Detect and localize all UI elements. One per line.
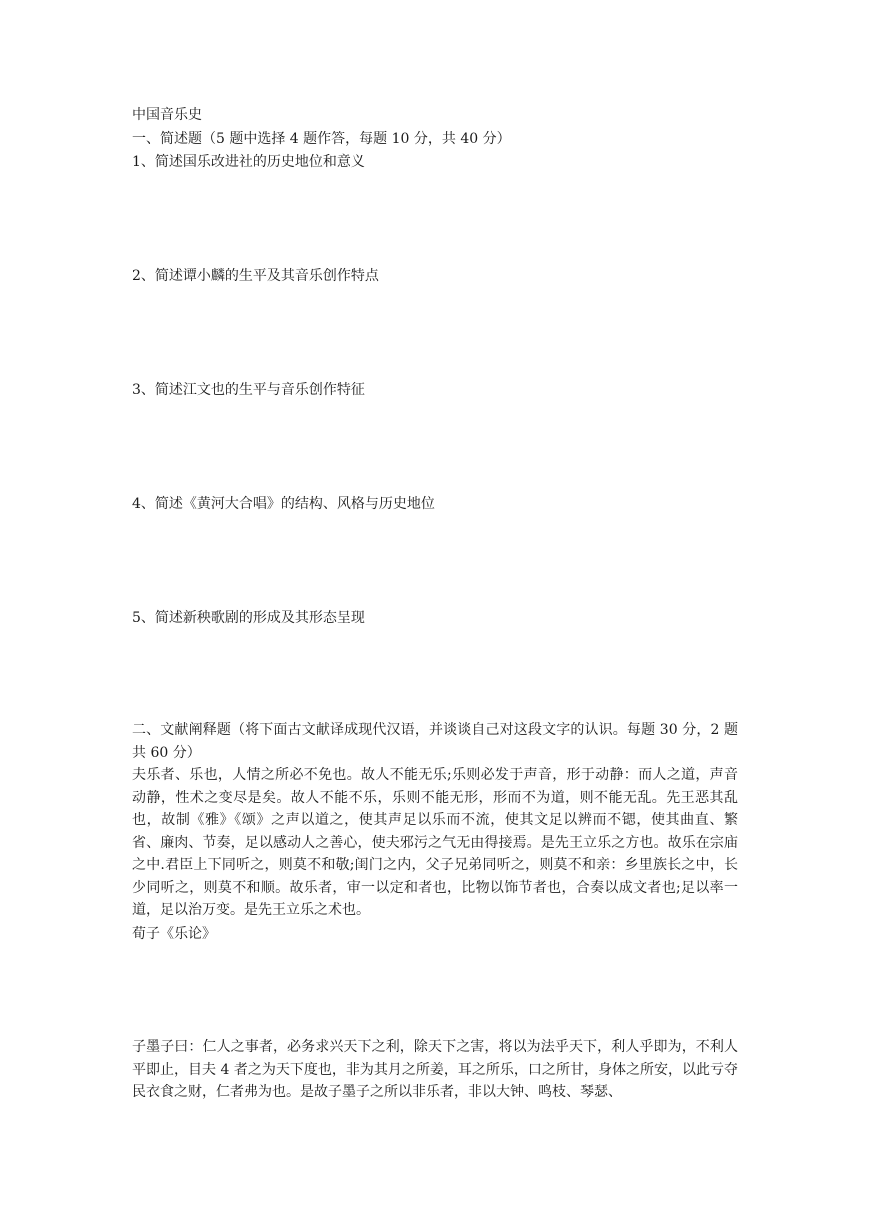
question-1: 1、简述国乐改进社的历史地位和意义: [132, 154, 365, 170]
passage-2: 子墨子曰：仁人之事者，必务求兴天下之利，除天下之害，将以为法乎天下，利人乎即为，不利人平即止，目夫 4 者之为天下度也，非为其月之所姜，耳之所乐，口之所甘，身体之所安，以此亏夺民衣食之财，仁者弗为也。是故子墨子之所以非乐者，非以大钟、鸣枝、琴瑟、: [132, 1039, 738, 1100]
passage-1-source: 荀子《乐论》: [132, 926, 216, 942]
section2-heading: 二、文献阐释题（将下面古文献译成现代汉语，并谈谈自己对这段文字的认识。每题 30 分，2 题共 60 分）: [132, 722, 738, 761]
question-5: 5、简述新秧歌剧的形成及其形态呈现: [132, 610, 365, 626]
question-3: 3、简述江文也的生平与音乐创作特征: [132, 382, 365, 398]
section1-heading: 一、简述题（5 题中选择 4 题作答，每题 10 分，共 40 分）: [132, 131, 511, 147]
passage-1: 夫乐者、乐也，人情之所必不免也。故人不能无乐;乐则必发于声音，形于动静：而人之道，声音动静，性术之变尽是矣。故人不能不乐，乐则不能无形，形而不为道，则不能无乱。先王恶其乱也，故制《雅》《颂》之声以道之，使其声足以乐而不流，使其文足以辨而不锶，使其曲直、繁省、廉肉、节奏，足以感动人之善心，使夫邪污之气无由得接焉。是先王立乐之方也。故乐在宗庙之中.君臣上下同听之，则莫不和敬;闺门之内，父子兄弟同听之，则莫不和亲：乡里族长之中，长少同听之，则莫不和顺。故乐者，审一以定和者也，比物以饰节者也，合奏以成文者也;足以率一道，足以治万变。是先王立乐之术也。: [132, 767, 738, 918]
question-4: 4、简述《黄河大合唱》的结构、风格与历史地位: [132, 496, 435, 512]
document-title: 中国音乐史: [132, 107, 202, 123]
question-2: 2、简述谭小麟的生平及其音乐创作特点: [132, 268, 379, 284]
